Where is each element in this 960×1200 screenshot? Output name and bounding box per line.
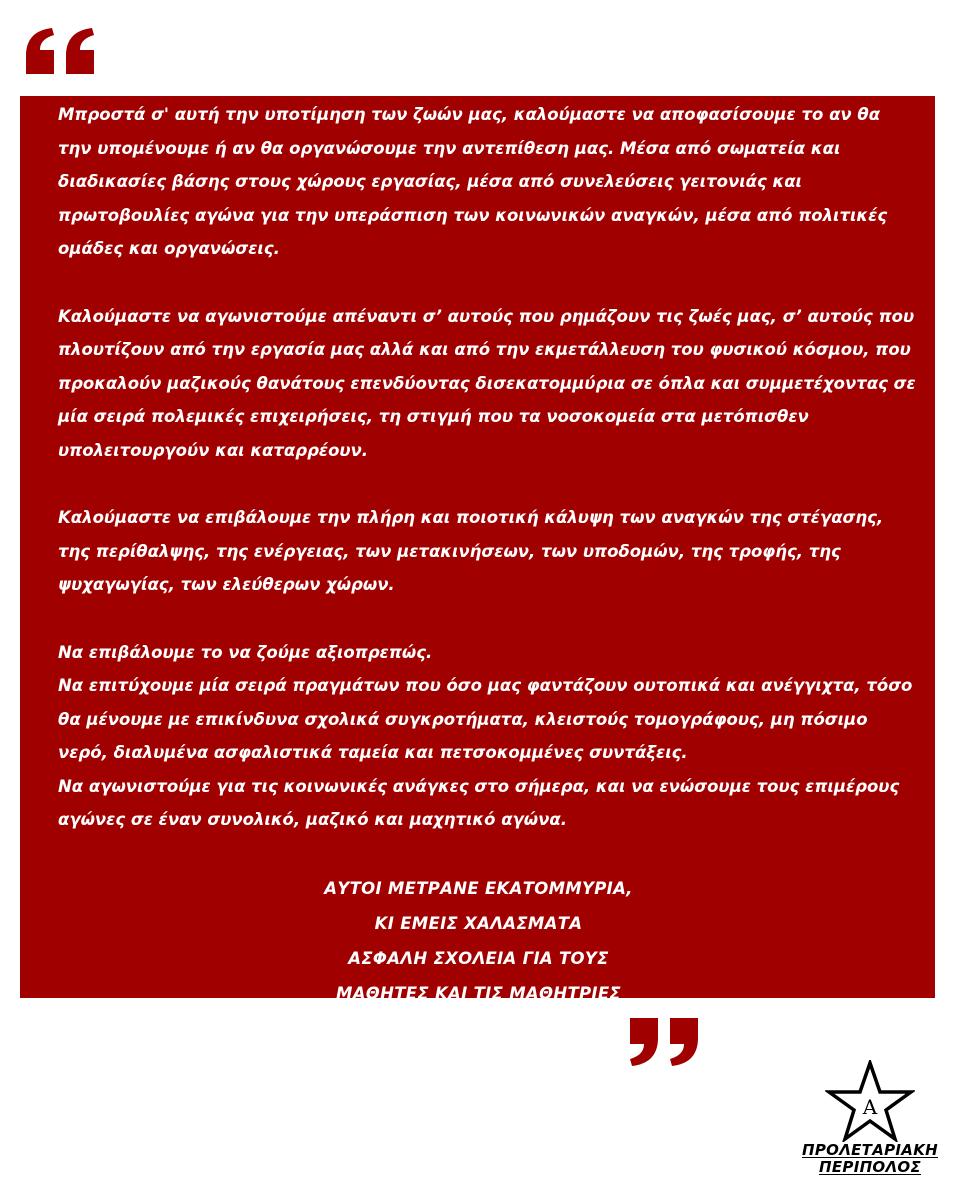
slogan-line-2: ΚΙ ΕΜΕΙΣ ΧΑΛΑΣΜΑΤΑ (374, 913, 583, 933)
slogan-line-4: ΜΑΘΗΤΕΣ ΚΑΙ ΤΙΣ ΜΑΘΗΤΡΙΕΣ (336, 983, 621, 1003)
close-quote-icon (626, 1016, 706, 1068)
slogan-line-3: ΑΣΦΑΛΗ ΣΧΟΛΕΙΑ ΓΙΑ ΤΟΥΣ (348, 948, 609, 968)
text-panel (20, 96, 935, 1003)
paragraph-1: Μπροστά σ' αυτή την υποτίμηση των ζωών μας, καλούμαστε να αποφασίσουμε το αν θα την υπομένουμε ή αν θα οργανώσουμε την αντεπίθεση μας. Μέσα από σωματεία και διαδικασίες βάσης στους χώρους εργασίας, μέσα από συνελεύσεις γειτονιάς και πρωτοβουλίες αγώνα για την υπεράσπιση των κοινωνικών αναγκών, μέσα από πολιτικές ομάδες και οργανώσεις. (58, 105, 888, 259)
star-letter: A (862, 1095, 878, 1119)
closing-line-2: Να επιτύχουμε μία σειρά πραγμάτων που όσο μας φαντάζουν ουτοπικά και ανέγγιχτα, τόσο θα μένουμε με επικίνδυνα σχολικά συγκροτήματα, κλειστούς τομογράφους, μη πόσιμο νερό, διαλυμένα ασφαλιστικά ταμεία και πετσοκομμένες συντάξεις. (58, 676, 913, 763)
logo-text (790, 1142, 950, 1176)
closing-line-3: Να αγωνιστούμε για τις κοινωνικές ανάγκες στο σήμερα, και να ενώσουμε τους επιμέρους αγώνες σε έναν συνολικό, μαζικό και μαχητικό αγώνα. (58, 776, 900, 830)
star-icon (825, 1060, 915, 1142)
open-quote-icon (22, 26, 102, 76)
closing-line-1: Να επιβάλουμε το να ζούμε αξιοπρεπώς. (58, 642, 433, 662)
organization-logo (790, 1060, 950, 1195)
logo-line-1: ΠΡΟΛΕΤΑΡΙΑΚΗ (802, 1141, 938, 1159)
paragraph-3: Καλούμαστε να επιβάλουμε την πλήρη και ποιοτική κάλυψη των αναγκών της στέγασης, της περίθαλψης, της ενέργειας, των μετακινήσεων, των υποδομών, της τροφής, της ψυχαγωγίας, των ελεύθερων χώρων. (58, 508, 884, 595)
slogan (58, 871, 917, 1011)
closing-paragraph (58, 636, 917, 838)
logo-line-2: ΠΕΡΙΠΟΛΟΣ (819, 1158, 921, 1176)
paragraph-2: Καλούμαστε να αγωνιστούμε απέναντι σ’ αυτούς που ρημάζουν τις ζωές μας, σ’ αυτούς που πλουτίζουν από την εργασία μας αλλά και από την εκμετάλλευση του φυσικού κόσμου, που προκαλούν μαζικούς θανάτους επενδύοντας δισεκατομμύρια σε όπλα και συμμετέχοντας σε μία σειρά πολεμικές επιχειρήσεις, τη στιγμή που τα νοσοκομεία στα μετόπισθεν υπολειτουργούν και καταρρέουν. (58, 306, 916, 460)
slogan-line-1: ΑΥΤΟΙ ΜΕΤΡΑΝΕ ΕΚΑΤΟΜΜΥΡΙΑ, (324, 878, 633, 898)
